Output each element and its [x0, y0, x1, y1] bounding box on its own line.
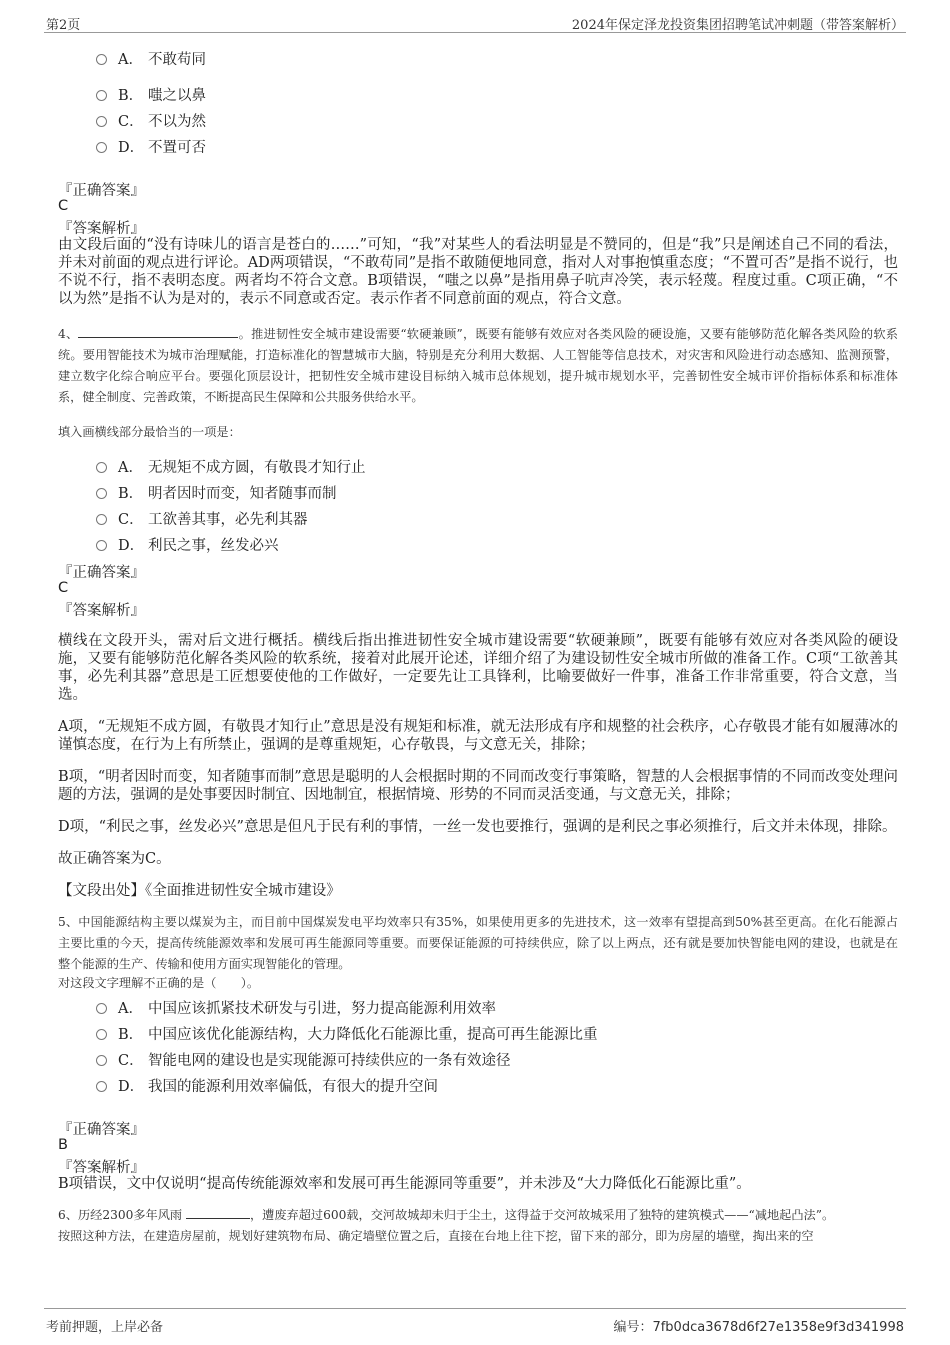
- option-c[interactable]: C． 工欲善其事，必先利其器: [58, 505, 898, 531]
- correct-answer: B: [58, 1137, 68, 1153]
- option-a[interactable]: A． 中国应该抓紧技术研发与引进，努力提高能源利用效率: [58, 994, 898, 1020]
- option-b[interactable]: B． 中国应该优化能源结构，大力降低化石能源比重，提高可再生能源比重: [58, 1020, 898, 1046]
- analysis-text: B项错误，文中仅说明“提高传统能源效率和发展可再生能源同等重要”，并未涉及“大力降低化石能源比重”。: [58, 1176, 751, 1192]
- document-title: 2024年保定泽龙投资集团招聘笔试冲刺题（带答案解析）: [571, 18, 904, 33]
- page-header: [44, 8, 906, 33]
- radio-icon[interactable]: [96, 488, 107, 499]
- radio-icon[interactable]: [96, 540, 107, 551]
- analysis-label: 『答案解析』: [58, 221, 145, 237]
- radio-icon[interactable]: [96, 1003, 107, 1014]
- q3-options: [58, 45, 898, 159]
- analysis-paragraph: A项，“无规矩不成方圆，有敬畏才知行止”意思是没有规矩和标准，就无法形成有序和规整的社会秩序，心存敬畏才能有如履薄冰的谨慎态度，在行为上有所禁止，强调的是尊重规矩，心存敬畏，与文意无关，排除；: [58, 719, 898, 753]
- answer-label: 『正确答案』: [58, 1122, 145, 1138]
- fill-blank: [186, 1206, 250, 1219]
- analysis-label: 『答案解析』: [58, 603, 145, 619]
- question-4-stem: 4、 。推进韧性安全城市建设需要“软硬兼顾”，既要有能够有效应对各类风险的硬设施，又要有能够防范化解各类风险的软系统。要用智能技术为城市治理赋能，打造标准化的智慧城市大脑，特别是充分利用大数据、人工智能等信息技术，对灾害和风险进行动态感知、监测预警，建立数字化综合响应平台。要强化顶层设计，把韧性安全城市建设目标纳入城市总体规划，提升城市规划水平，完善韧性安全城市评价指标体系和标准体系，健全制度、完善政策，不断提高民生保障和公共服务供给水平。: [58, 327, 898, 404]
- q4-options: [58, 453, 898, 557]
- option-b[interactable]: B． 明者因时而变，知者随事而制: [58, 479, 898, 505]
- radio-icon[interactable]: [96, 1055, 107, 1066]
- analysis-label: 『答案解析』: [58, 1160, 145, 1176]
- correct-answer: C: [58, 580, 69, 596]
- option-b[interactable]: B． 嗤之以鼻: [58, 81, 898, 107]
- radio-icon[interactable]: [96, 116, 107, 127]
- radio-icon[interactable]: [96, 462, 107, 473]
- correct-answer: C: [58, 198, 69, 214]
- analysis-paragraph: 横线在文段开头，需对后文进行概括。横线后指出推进韧性安全城市建设需要“软硬兼顾”，既要有能够有效应对各类风险的硬设施，又要有能够防范化解各类风险的软系统，接着对此展开论述，详细介绍了为建设韧性安全城市所做的准备工作。C项“工欲善其事，必先利其器”意思是工匠想要使他的工作做好，一定要先让工具锋利，比喻要做好一件事，准备工作非常重要，符合文意，当选。: [58, 633, 898, 703]
- page-content: [58, 40, 898, 1247]
- option-a[interactable]: A． 不敢苟同: [58, 45, 898, 71]
- radio-icon[interactable]: [96, 90, 107, 101]
- radio-icon[interactable]: [96, 1029, 107, 1040]
- fill-blank: [78, 325, 238, 338]
- radio-icon[interactable]: [96, 142, 107, 153]
- option-d[interactable]: D． 利民之事，丝发必兴: [58, 531, 898, 557]
- answer-label: 『正确答案』: [58, 183, 145, 199]
- footer-slogan: 考前押题，上岸必备: [46, 1320, 164, 1335]
- page-number: 第2页: [46, 18, 81, 33]
- radio-icon[interactable]: [96, 54, 107, 65]
- page-footer: [44, 1308, 906, 1335]
- radio-icon[interactable]: [96, 1081, 107, 1092]
- analysis-paragraph: D项，“利民之事，丝发必兴”意思是但凡于民有利的事情，一丝一发也要推行，强调的是利民之事必须推行，后文并未体现，排除。: [58, 819, 897, 835]
- document-code: 编号：7fb0dca3678d6f27e1358e9f3d341998: [613, 1320, 904, 1335]
- source-citation: 【文段出处】《全面推进韧性安全城市建设》: [58, 883, 341, 899]
- radio-icon[interactable]: [96, 514, 107, 525]
- question-5-stem: 5、中国能源结构主要以煤炭为主，而目前中国煤炭发电平均效率只有35%，如果使用更多的先进技术，这一效率有望提高到50%甚至更高。在化石能源占主要比重的今天，提高传统能源效率和发展可再生能源同等重要。而要保证能源的可持续供应，除了以上两点，还有就是要加快智能电网的建设，也就是在整个能源的生产、传输和使用方面实现智能化的管理。: [58, 915, 898, 971]
- q5-options: [58, 994, 898, 1098]
- answer-label: 『正确答案』: [58, 565, 145, 581]
- option-c[interactable]: C． 不以为然: [58, 107, 898, 133]
- option-c[interactable]: C． 智能电网的建设也是实现能源可持续供应的一条有效途径: [58, 1046, 898, 1072]
- option-d[interactable]: D． 我国的能源利用效率偏低，有很大的提升空间: [58, 1072, 898, 1098]
- question-prompt: 填入画横线部分最恰当的一项是：: [58, 425, 241, 439]
- option-a[interactable]: A． 无规矩不成方圆，有敬畏才知行止: [58, 453, 898, 479]
- option-d[interactable]: D． 不置可否: [58, 133, 898, 159]
- question-6-stem: 6、历经2300多年风雨 ，遭废弃超过600载，交河故城却未归于尘土，这得益于交河故城采用了独特的建筑模式——“减地起凸法”。 按照这种方法，在建造房屋前，规划好建筑物布局、确定墙壁位置之后，直接在台地上往下挖，留下来的部分，即为房屋的墙壁，掏出来的空: [58, 1208, 835, 1243]
- analysis-text: 由文段后面的“没有诗味儿的语言是苍白的……”可知，“我”对某些人的看法明显是不赞同的，但是“我”只是阐述自己不同的看法，并未对前面的观点进行评论。AD两项错误，“不敢苟同”是指不敢随便地同意，指对人对事抱慎重态度；“不置可否”是指不说行，也不说不行，指不表明态度。两者均不符合文意。B项错误，“嗤之以鼻”是指用鼻子吭声冷笑，表示轻蔑。程度过重。C项正确，“不以为然”是指不认为是对的，表示不同意或否定。表示作者不同意前面的观点，符合文意。: [58, 237, 898, 307]
- analysis-conclusion: 故正确答案为C。: [58, 851, 171, 867]
- question-prompt: 对这段文字理解不正确的是（ ）。: [58, 976, 260, 990]
- analysis-paragraph: B项，“明者因时而变，知者随事而制”意思是聪明的人会根据时期的不同而改变行事策略，智慧的人会根据事情的不同而改变处理问题的方法，强调的是处事要因时制宜、因地制宜，根据情境、形势的不同而灵活变通，与文意无关，排除；: [58, 769, 898, 803]
